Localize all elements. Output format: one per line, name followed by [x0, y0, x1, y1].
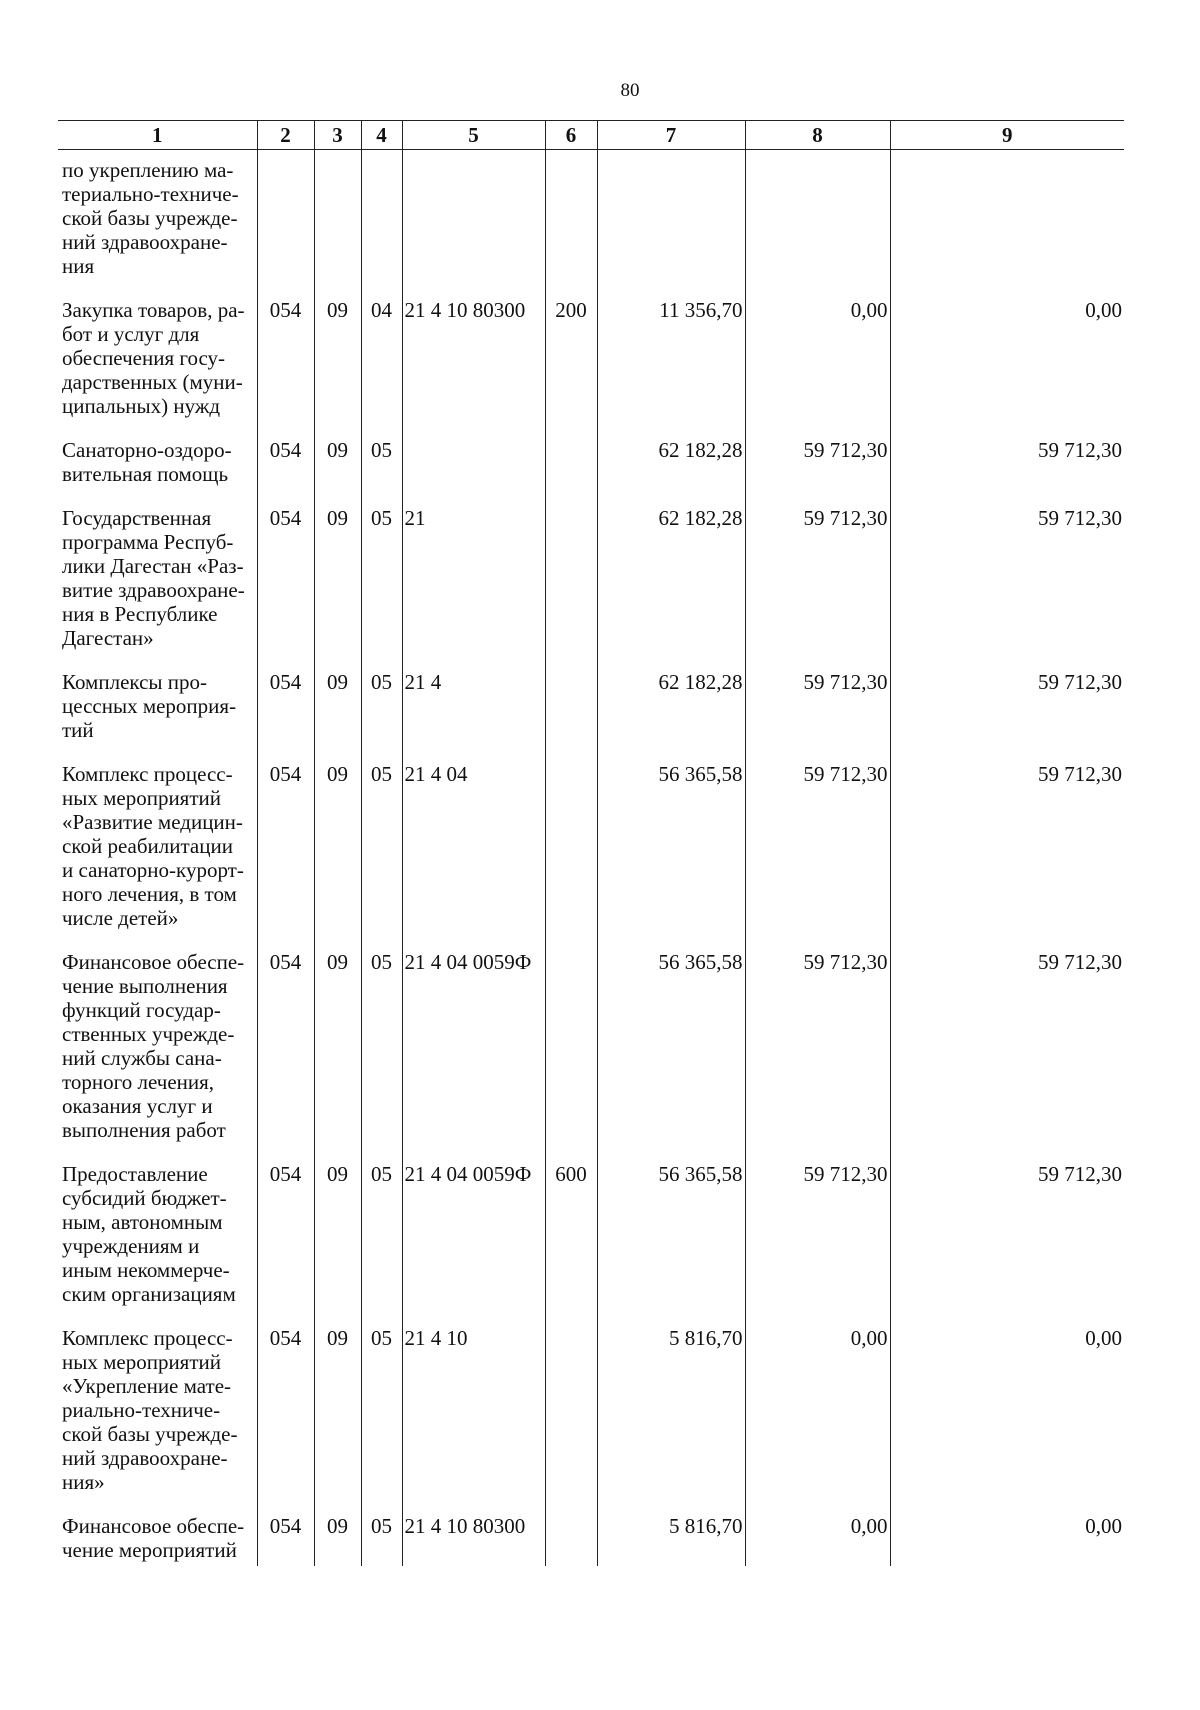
row-subsection-cell: 05	[361, 438, 402, 506]
row-subsection-cell: 05	[361, 506, 402, 670]
table-row	[58, 670, 1124, 762]
row-name-text: Комплексы про- цессных мероприя- тий	[62, 670, 237, 742]
table-row	[58, 150, 1124, 299]
row-amount-7-cell: 56 365,58	[597, 1162, 745, 1326]
row-section-cell: 09	[314, 1162, 361, 1326]
row-code-cell: 054	[257, 506, 314, 670]
row-name-cell	[58, 298, 257, 438]
row-expense-type-cell: 200	[545, 298, 597, 438]
table-row	[58, 1326, 1124, 1514]
row-section-cell: 09	[314, 506, 361, 670]
table-row	[58, 950, 1124, 1162]
header-col-1: 1	[58, 121, 257, 150]
row-subsection-cell: 05	[361, 950, 402, 1162]
header-col-3: 3	[314, 121, 361, 150]
row-amount-8-cell: 59 712,30	[745, 1162, 890, 1326]
row-amount-8-cell: 0,00	[745, 298, 890, 438]
row-target-article-cell: 21 4 10 80300	[402, 298, 545, 438]
row-code-cell: 054	[257, 1162, 314, 1326]
row-expense-type-cell	[545, 438, 597, 506]
table-row	[58, 506, 1124, 670]
row-amount-7-cell: 62 182,28	[597, 506, 745, 670]
row-target-article-cell: 21 4 04 0059Ф	[402, 1162, 545, 1326]
row-subsection-cell: 05	[361, 762, 402, 950]
row-amount-8-cell: 59 712,30	[745, 670, 890, 762]
row-expense-type-cell	[545, 1514, 597, 1566]
row-amount-8-cell: 59 712,30	[745, 950, 890, 1162]
table-row	[58, 438, 1124, 506]
row-amount-9-cell: 59 712,30	[890, 506, 1124, 670]
header-col-4: 4	[361, 121, 402, 150]
row-amount-9-cell: 59 712,30	[890, 762, 1124, 950]
row-amount-8-cell: 59 712,30	[745, 762, 890, 950]
row-section-cell	[314, 150, 361, 299]
row-name-text: Государственная программа Респуб- лики Дагестан «Раз- витие здравоохране- ния в Республике Дагестан»	[62, 506, 245, 650]
row-amount-9-cell: 0,00	[890, 1326, 1124, 1514]
row-amount-9-cell: 59 712,30	[890, 950, 1124, 1162]
row-name-cell	[58, 670, 257, 762]
row-amount-7-cell: 11 356,70	[597, 298, 745, 438]
table-row	[58, 1514, 1124, 1566]
row-expense-type-cell	[545, 950, 597, 1162]
header-col-7: 7	[597, 121, 745, 150]
table-row	[58, 298, 1124, 438]
row-target-article-cell: 21 4 10	[402, 1326, 545, 1514]
row-name-text: Финансовое обеспе- чение мероприятий	[62, 1514, 245, 1562]
row-code-cell: 054	[257, 762, 314, 950]
row-section-cell: 09	[314, 950, 361, 1162]
row-name-cell	[58, 762, 257, 950]
row-expense-type-cell	[545, 506, 597, 670]
row-amount-7-cell: 5 816,70	[597, 1514, 745, 1566]
row-amount-9-cell: 0,00	[890, 298, 1124, 438]
row-name-text: Предоставление субсидий бюджет- ным, автономным учреждениям и иным некоммерче- ским организациям	[62, 1162, 236, 1306]
row-subsection-cell: 05	[361, 1162, 402, 1326]
row-subsection-cell: 05	[361, 670, 402, 762]
row-target-article-cell: 21 4 10 80300	[402, 1514, 545, 1566]
row-subsection-cell: 05	[361, 1514, 402, 1566]
row-amount-9-cell: 0,00	[890, 1514, 1124, 1566]
row-amount-7-cell: 5 816,70	[597, 1326, 745, 1514]
row-name-cell	[58, 150, 257, 299]
row-expense-type-cell	[545, 1326, 597, 1514]
header-col-8: 8	[745, 121, 890, 150]
row-name-cell	[58, 506, 257, 670]
row-expense-type-cell	[545, 150, 597, 299]
row-section-cell: 09	[314, 762, 361, 950]
row-code-cell: 054	[257, 950, 314, 1162]
row-code-cell: 054	[257, 438, 314, 506]
row-code-cell: 054	[257, 298, 314, 438]
row-name-text: по укреплению ма- териально-техниче- ской базы учрежде- ний здравоохране- ния	[62, 158, 239, 278]
table-body	[58, 150, 1124, 1567]
row-target-article-cell: 21	[402, 506, 545, 670]
row-subsection-cell	[361, 150, 402, 299]
row-amount-8-cell	[745, 150, 890, 299]
row-name-text: Комплекс процесс- ных мероприятий «Развитие медицин- ской реабилитации и санаторно-курорт- ного лечения, в том числе детей»	[62, 762, 244, 930]
header-col-2: 2	[257, 121, 314, 150]
row-name-cell	[58, 1162, 257, 1326]
row-amount-7-cell	[597, 150, 745, 299]
row-target-article-cell	[402, 150, 545, 299]
row-amount-8-cell: 59 712,30	[745, 438, 890, 506]
row-name-cell	[58, 438, 257, 506]
row-amount-8-cell: 0,00	[745, 1326, 890, 1514]
row-name-text: Финансовое обеспе- чение выполнения функций государ- ственных учрежде- ний службы сана- торного лечения, оказания услуг и выполнения работ	[62, 950, 245, 1142]
row-name-cell	[58, 1326, 257, 1514]
row-code-cell: 054	[257, 670, 314, 762]
row-code-cell: 054	[257, 1514, 314, 1566]
row-amount-9-cell	[890, 150, 1124, 299]
header-col-9: 9	[890, 121, 1124, 150]
row-amount-7-cell: 62 182,28	[597, 438, 745, 506]
row-expense-type-cell	[545, 670, 597, 762]
row-amount-9-cell: 59 712,30	[890, 1162, 1124, 1326]
row-target-article-cell	[402, 438, 545, 506]
page-number: 80	[620, 80, 640, 101]
row-amount-9-cell: 59 712,30	[890, 438, 1124, 506]
row-code-cell: 054	[257, 1326, 314, 1514]
header-row	[58, 121, 1124, 150]
table-row	[58, 1162, 1124, 1326]
row-target-article-cell: 21 4 04 0059Ф	[402, 950, 545, 1162]
row-section-cell: 09	[314, 1326, 361, 1514]
row-name-cell	[58, 1514, 257, 1566]
row-amount-9-cell: 59 712,30	[890, 670, 1124, 762]
row-expense-type-cell	[545, 762, 597, 950]
row-name-text: Закупка товаров, ра- бот и услуг для обеспечения госу- дарственных (муни- ципальных) нужд	[62, 298, 245, 418]
row-name-text: Комплекс процесс- ных мероприятий «Укрепление мате- риально-техниче- ской базы учрежде- ний здравоохране- ния»	[62, 1326, 238, 1494]
row-code-cell	[257, 150, 314, 299]
row-subsection-cell: 04	[361, 298, 402, 438]
header-col-5: 5	[402, 121, 545, 150]
row-target-article-cell: 21 4 04	[402, 762, 545, 950]
table-row	[58, 762, 1124, 950]
row-target-article-cell: 21 4	[402, 670, 545, 762]
row-section-cell: 09	[314, 298, 361, 438]
row-subsection-cell: 05	[361, 1326, 402, 1514]
row-section-cell: 09	[314, 670, 361, 762]
row-amount-7-cell: 56 365,58	[597, 950, 745, 1162]
row-section-cell: 09	[314, 438, 361, 506]
row-amount-8-cell: 0,00	[745, 1514, 890, 1566]
row-amount-7-cell: 62 182,28	[597, 670, 745, 762]
row-name-text: Санаторно-оздоро- вительная помощь	[62, 438, 232, 486]
row-name-cell	[58, 950, 257, 1162]
row-section-cell: 09	[314, 1514, 361, 1566]
row-amount-7-cell: 56 365,58	[597, 762, 745, 950]
budget-table	[58, 120, 1124, 1566]
row-expense-type-cell: 600	[545, 1162, 597, 1326]
row-amount-8-cell: 59 712,30	[745, 506, 890, 670]
header-col-6: 6	[545, 121, 597, 150]
